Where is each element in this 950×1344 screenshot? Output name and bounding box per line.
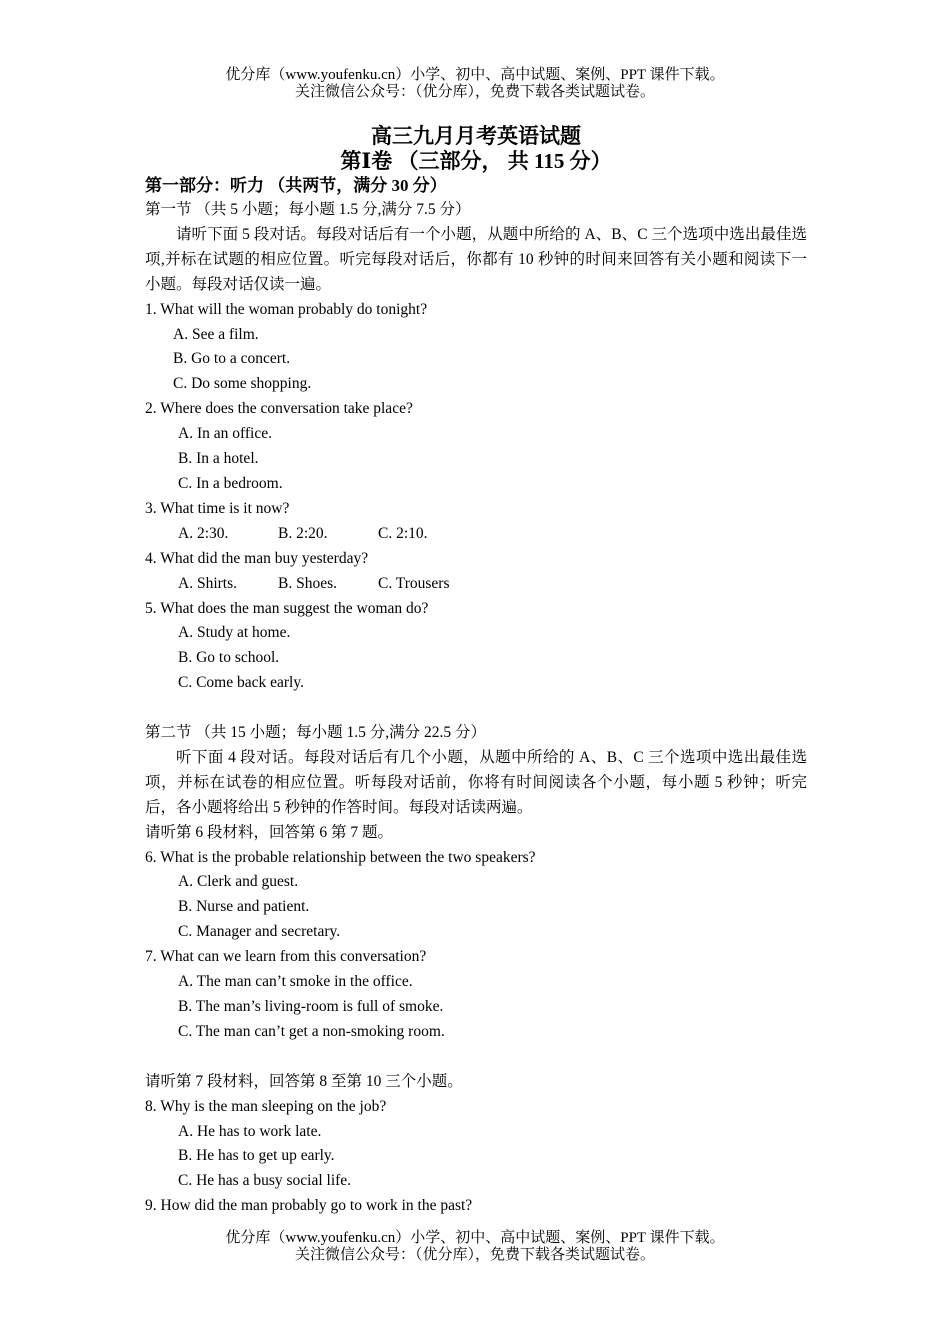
question-1-option-b: B. Go to a concert. — [173, 350, 291, 368]
question-4-option-b: B. Shoes. — [278, 574, 337, 592]
question-4-options — [145, 572, 807, 597]
material-6-instruction: 请听第 6 段材料，回答第 6 第 7 题。 — [145, 823, 394, 841]
header-line-1: 优分库（www.youfenku.cn）小学、初中、高中试题、案例、PPT 课件下载。 — [225, 67, 725, 83]
question-8-stem: 8. Why is the man sleeping on the job? — [145, 1097, 387, 1115]
question-3-options — [145, 522, 807, 547]
header-line-2: 关注微信公众号：（优分库），免费下载各类试题试卷。 — [294, 84, 655, 100]
section2-instructions: 听下面 4 段对话。每段对话后有几个小题，从题中所给的 A、B、C 三个选项中选出最佳选项，并标在试卷的相应位置。听每段对话前，你将有时间阅读各个小题，每小题 5 秒钟；听完后，各小题将给出 5 秒钟的作答时间。每段对话读两遍。 — [145, 748, 807, 816]
question-2-option-c: C. In a bedroom. — [178, 474, 283, 492]
part1-heading: 第一部分：听力 （共两节，满分 30 分） — [145, 176, 447, 195]
question-9-stem: 9. How did the man probably go to work in the past? — [145, 1197, 473, 1215]
section1-instructions: 请听下面 5 段对话。每段对话后有一个小题，从题中所给的 A、B、C 三个选项中选出最佳选项,并标在试题的相应位置。听完每段对话后，你都有 10 秒钟的时间来回答有关小题和阅读下一小题。每段对话仅读一遍。 — [145, 225, 807, 293]
question-5-stem: 5. What does the man suggest the woman do? — [145, 599, 429, 617]
question-4-option-c: C. Trousers — [378, 574, 450, 592]
question-6-option-c: C. Manager and secretary. — [178, 923, 341, 941]
question-4-option-a: A. Shirts. — [178, 574, 237, 592]
question-3-stem: 3. What time is it now? — [145, 499, 290, 517]
material-7-instruction: 请听第 7 段材料，回答第 8 至第 10 三个小题。 — [145, 1072, 463, 1090]
question-6-stem: 6. What is the probable relationship between the two speakers? — [145, 848, 536, 866]
question-7-option-a: A. The man can’t smoke in the office. — [178, 973, 413, 991]
question-5-option-a: A. Study at home. — [178, 624, 291, 642]
volume-title: 第Ⅰ卷 （三部分， 共 115 分） — [340, 149, 612, 173]
question-1-stem: 1. What will the woman probably do tonight? — [145, 300, 428, 318]
question-5-option-c: C. Come back early. — [178, 674, 304, 692]
spacer — [145, 1045, 807, 1070]
question-2-option-b: B. In a hotel. — [178, 450, 259, 468]
question-7-option-c: C. The man can’t get a non-smoking room. — [178, 1022, 445, 1040]
question-7-option-b: B. The man’s living-room is full of smoke. — [178, 997, 444, 1015]
section2-heading: 第二节 （共 15 小题；每小题 1.5 分,满分 22.5 分） — [145, 724, 487, 742]
spacer — [145, 696, 807, 721]
question-3-option-c: C. 2:10. — [378, 524, 428, 542]
question-4-stem: 4. What did the man buy yesterday? — [145, 549, 369, 567]
exam-title: 高三九月月考英语试题 — [371, 124, 581, 148]
question-1-option-c: C. Do some shopping. — [173, 375, 312, 393]
page-footer — [0, 1230, 950, 1264]
question-6-option-a: A. Clerk and guest. — [178, 873, 299, 891]
question-8-option-a: A. He has to work late. — [178, 1122, 322, 1140]
question-7-stem: 7. What can we learn from this conversation? — [145, 948, 427, 966]
document-body — [145, 124, 807, 1219]
question-2-option-a: A. In an office. — [178, 425, 272, 443]
question-1-option-a: A. See a film. — [173, 325, 259, 343]
question-6-option-b: B. Nurse and patient. — [178, 898, 310, 916]
question-3-option-a: A. 2:30. — [178, 524, 229, 542]
question-5-option-b: B. Go to school. — [178, 649, 280, 667]
question-8-option-b: B. He has to get up early. — [178, 1147, 335, 1165]
section1-heading: 第一节 （共 5 小题；每小题 1.5 分,满分 7.5 分） — [145, 201, 471, 218]
question-8-option-c: C. He has a busy social life. — [178, 1172, 352, 1190]
footer-line-1: 优分库（www.youfenku.cn）小学、初中、高中试题、案例、PPT 课件下载。 — [225, 1230, 725, 1246]
question-3-option-b: B. 2:20. — [278, 524, 328, 542]
question-2-stem: 2. Where does the conversation take place? — [145, 400, 413, 418]
page-header — [0, 67, 950, 101]
footer-line-2: 关注微信公众号：（优分库），免费下载各类试题试卷。 — [294, 1247, 655, 1263]
